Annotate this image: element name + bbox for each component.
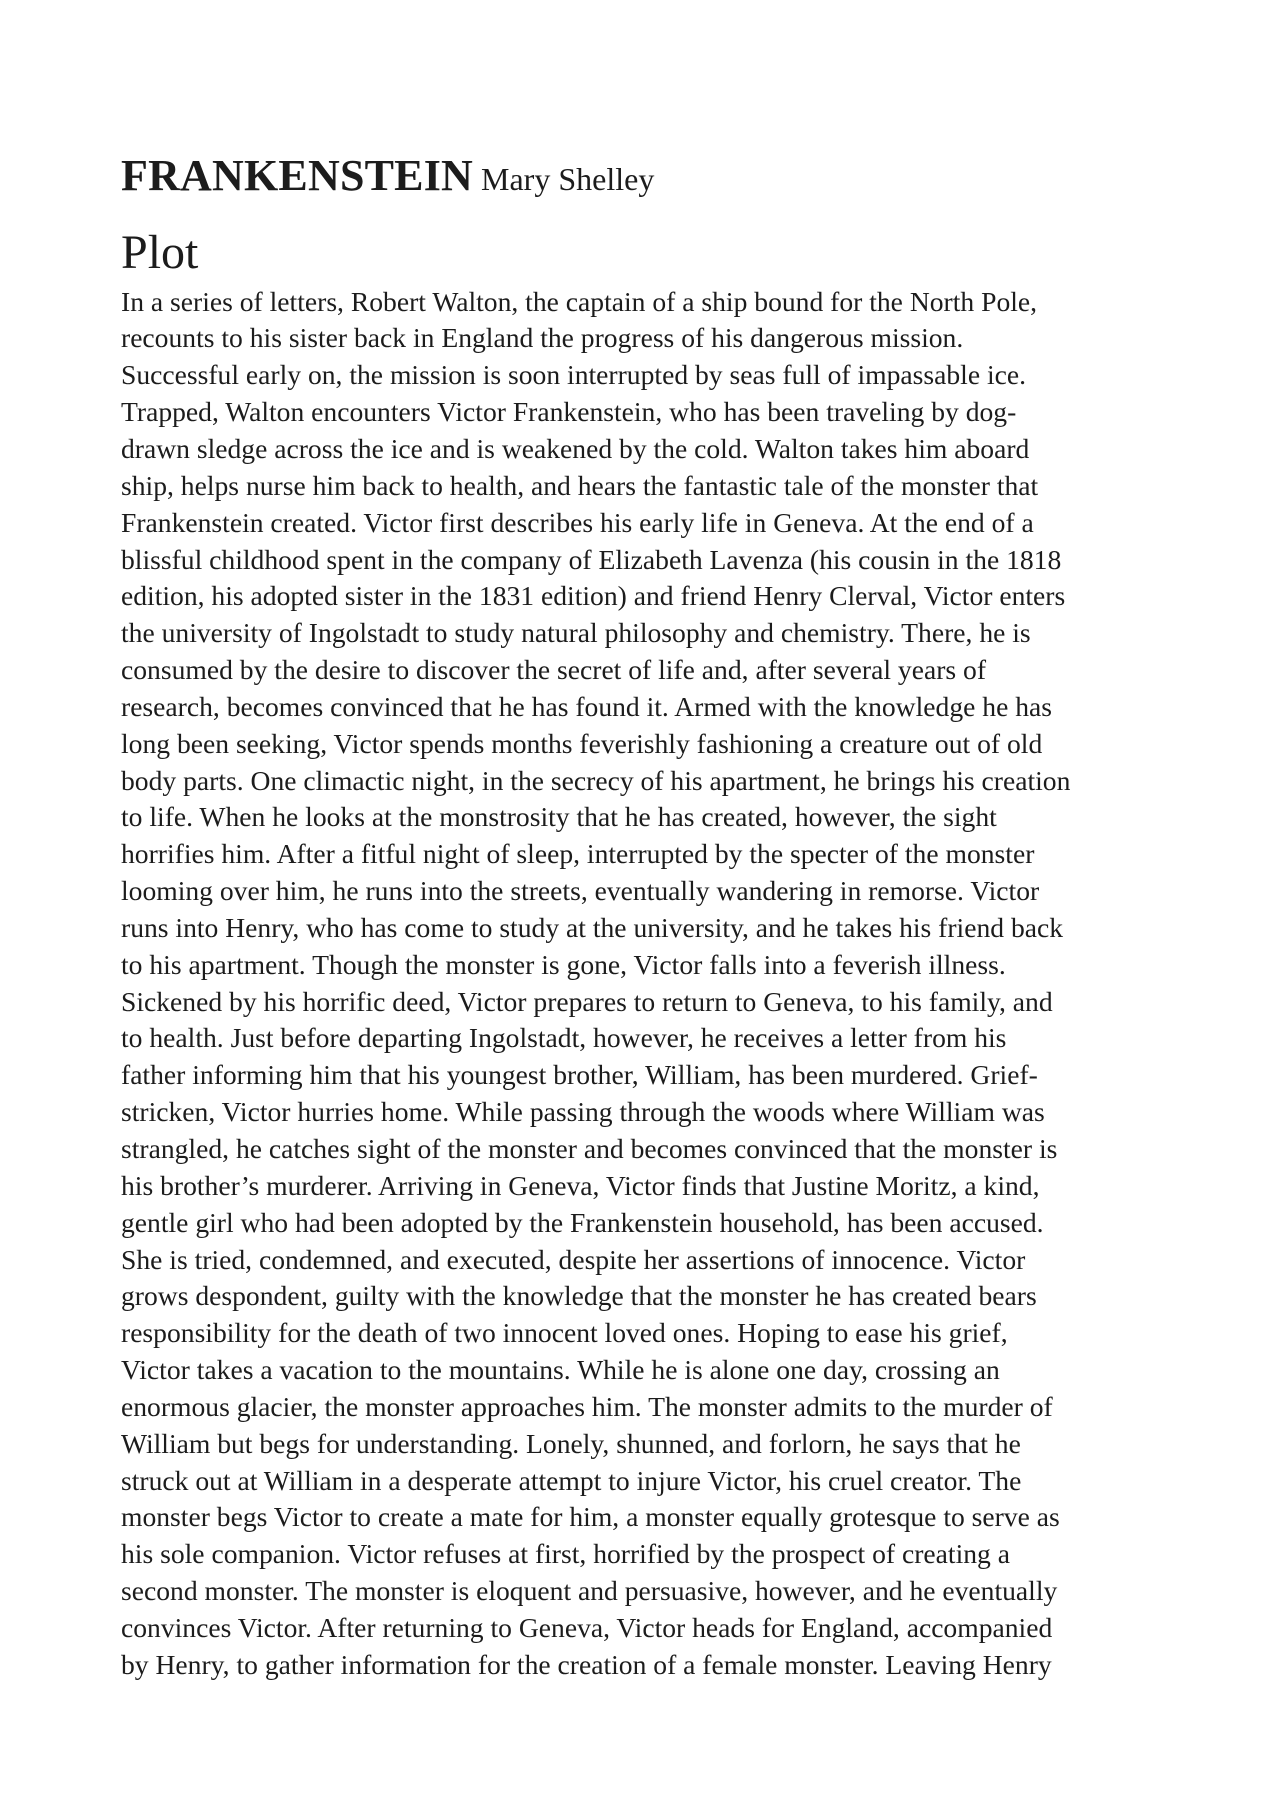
paragraph-line: grows despondent, guilty with the knowledge that the monster he has created bears (121, 1280, 1037, 1312)
document-page (121, 150, 1181, 1684)
paragraph-line: stricken, Victor hurries home. While passing through the woods where William was (121, 1096, 1045, 1128)
paragraph-line: horrifies him. After a fitful night of sleep, interrupted by the specter of the monster (121, 838, 1035, 870)
section-heading: Plot (121, 225, 199, 279)
paragraph-line: second monster. The monster is eloquent and persuasive, however, and he eventually (121, 1575, 1058, 1607)
paragraph-line: by Henry, to gather information for the creation of a female monster. Leaving Henry (121, 1648, 1052, 1680)
paragraph-line: looming over him, he runs into the streets, eventually wandering in remorse. Victor (121, 875, 1040, 907)
book-title: FRANKENSTEIN (121, 151, 474, 200)
paragraph-line: She is tried, condemned, and executed, despite her assertions of innocence. Victor (121, 1243, 1026, 1275)
paragraph-line: the university of Ingolstadt to study natural philosophy and chemistry. There, he is (121, 617, 1031, 649)
plot-paragraph (121, 284, 1181, 1684)
paragraph-line: to life. When he looks at the monstrosity that he has created, however, the sight (121, 801, 997, 833)
paragraph-line: blissful childhood spent in the company of Elizabeth Lavenza (his cousin in the 1818 (121, 543, 1062, 575)
paragraph-line: Victor takes a vacation to the mountains. While he is alone one day, crossing an (121, 1354, 1000, 1386)
paragraph-line: research, becomes convinced that he has found it. Armed with the knowledge he has (121, 690, 1052, 722)
paragraph-line: struck out at William in a desperate attempt to injure Victor, his cruel creator. The (121, 1464, 1022, 1496)
paragraph-line: ship, helps nurse him back to health, and hears the fantastic tale of the monster that (121, 469, 1039, 501)
paragraph-line: recounts to his sister back in England the progress of his dangerous mission. (121, 322, 964, 354)
paragraph-line: drawn sledge across the ice and is weakened by the cold. Walton takes him aboard (121, 432, 1030, 464)
paragraph-line: consumed by the desire to discover the secret of life and, after several years of (121, 654, 987, 686)
paragraph-line: Trapped, Walton encounters Victor Frankenstein, who has been traveling by dog- (121, 396, 1017, 428)
paragraph-line: gentle girl who had been adopted by the Frankenstein household, has been accused. (121, 1206, 1044, 1238)
paragraph-line: enormous glacier, the monster approaches him. The monster admits to the murder of (121, 1390, 1053, 1422)
paragraph-line: convinces Victor. After returning to Geneva, Victor heads for England, accompanied (121, 1611, 1053, 1643)
document-title (121, 150, 1181, 203)
paragraph-line: Sickened by his horrific deed, Victor prepares to return to Geneva, to his family, and (121, 985, 1053, 1017)
paragraph-line: monster begs Victor to create a mate for him, a monster equally grotesque to serve as (121, 1501, 1060, 1533)
paragraph-line: his sole companion. Victor refuses at first, horrified by the prospect of creating a (121, 1538, 1010, 1570)
paragraph-line: body parts. One climactic night, in the secrecy of his apartment, he brings his creation (121, 764, 1071, 796)
paragraph-line: strangled, he catches sight of the monster and becomes convinced that the monster is (121, 1133, 1058, 1164)
paragraph-line: his brother’s murderer. Arriving in Geneva, Victor finds that Justine Moritz, a kind, (121, 1169, 1040, 1201)
paragraph-line: runs into Henry, who has come to study at the university, and he takes his friend back (121, 911, 1064, 943)
paragraph-line: to health. Just before departing Ingolstadt, however, he receives a letter from his (121, 1022, 1007, 1054)
paragraph-line: Frankenstein created. Victor first describes his early life in Geneva. At the end of a (121, 506, 1034, 538)
paragraph-line: long been seeking, Victor spends months feverishly fashioning a creature out of old (121, 727, 1043, 759)
paragraph-line: to his apartment. Though the monster is gone, Victor falls into a feverish illness. (121, 948, 1006, 980)
book-author: Mary Shelley (481, 161, 655, 197)
paragraph-line: edition, his adopted sister in the 1831 edition) and friend Henry Clerval, Victor enters (121, 580, 1066, 612)
paragraph-line: father informing him that his youngest brother, William, has been murdered. Grief- (121, 1059, 1038, 1091)
paragraph-line: responsibility for the death of two innocent loved ones. Hoping to ease his grief, (121, 1317, 1008, 1349)
paragraph-line: In a series of letters, Robert Walton, the captain of a ship bound for the North Pole, (121, 285, 1038, 317)
paragraph-line: William but begs for understanding. Lonely, shunned, and forlorn, he says that he (121, 1427, 1021, 1459)
paragraph-line: Successful early on, the mission is soon interrupted by seas full of impassable ice. (121, 359, 1027, 391)
